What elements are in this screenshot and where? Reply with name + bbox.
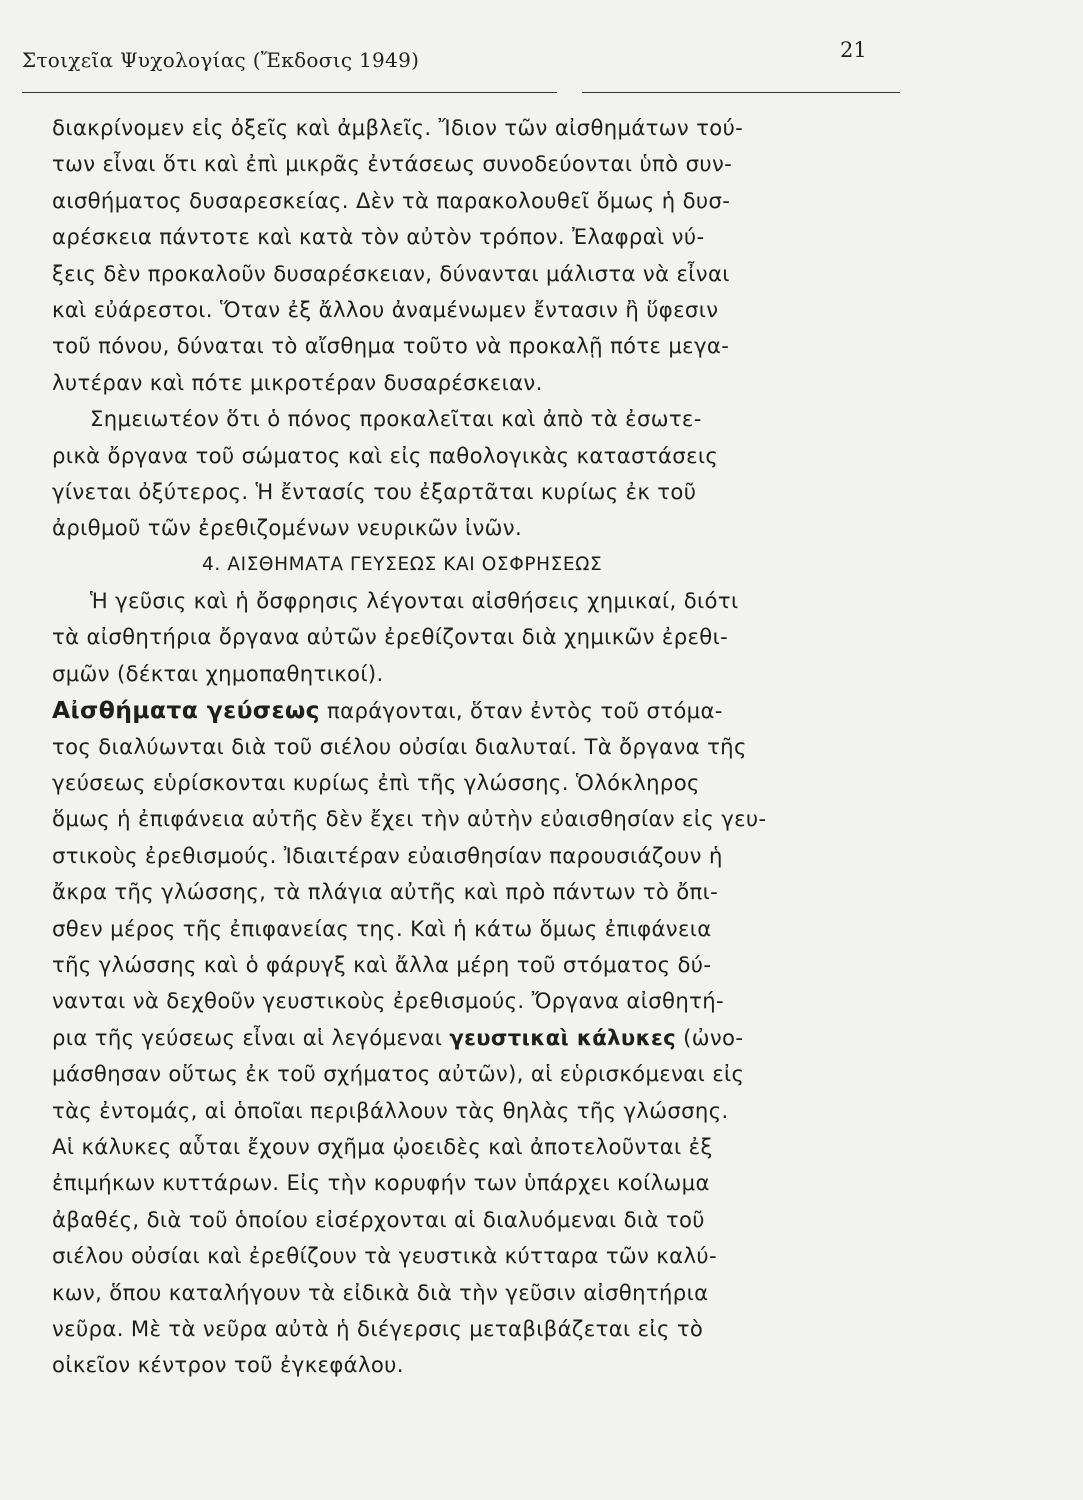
text-line xyxy=(52,1020,892,1056)
page-number: 21 xyxy=(840,38,867,62)
text-line: ξεις δὲν προκαλοῦν δυσαρέσκειαν, δύνανται μάλιστα νὰ εἶναι xyxy=(52,260,730,286)
text-line: μάσθησαν οὕτως ἐκ τοῦ σχήματος αὐτῶν), αἱ εὑρισκόμεναι εἰς xyxy=(52,1061,745,1087)
text-line: σθεν μέρος τῆς ἐπιφανείας της. Καὶ ἡ κάτω ὅμως ἐπιφάνεια xyxy=(52,915,712,941)
section-heading: 4. ΑΙΣΘΗΜΑΤΑ ΓΕΥΣΕΩΣ ΚΑΙ ΟΣΦΡΗΣΕΩΣ xyxy=(202,553,603,575)
text-line: ὅμως ἡ ἐπιφάνεια αὐτῆς δὲν ἔχει τὴν αὐτὴν εὐαισθησίαν εἰς γευ- xyxy=(52,806,767,832)
header-rule-right xyxy=(582,92,900,93)
text-line: τὰ αἰσθητήρια ὄργανα αὐτῶν ἐρεθίζονται διὰ χημικῶν ἐρεθι- xyxy=(52,624,729,650)
emphasis-term: Αἰσθήματα γεύσεως xyxy=(52,696,320,725)
text-line: σιέλου οὐσίαι καὶ ἐρεθίζουν τὰ γευστικὰ κύτταρα τῶν καλύ- xyxy=(52,1243,717,1269)
text-line: διακρίνομεν εἰς ὀξεῖς καὶ ἀμβλεῖς. Ἴδιον τῶν αἰσθημάτων τού- xyxy=(52,115,744,140)
text-line xyxy=(52,692,892,728)
running-title: Στοιχεῖα Ψυχολογίας (Ἔκδοσις 1949) xyxy=(22,48,420,72)
text-line: ἀβαθές, διὰ τοῦ ὁποίου εἰσέρχονται αἱ διαλυόμεναι διὰ τοῦ xyxy=(52,1206,705,1232)
text-line: σμῶν (δέκται χημοπαθητικοί). xyxy=(52,660,384,686)
text-line: καὶ εὐάρεστοι. Ὅταν ἐξ ἄλλου ἀναμένωμεν ἔντασιν ἢ ὕφεσιν xyxy=(52,296,719,322)
text-line: τὰς ἐντομάς, αἱ ὁποῖαι περιβάλλουν τὰς θηλὰς τῆς γλώσσης. xyxy=(52,1097,729,1123)
text-line: Αἱ κάλυκες αὗται ἔχουν σχῆμα ᾠοειδὲς καὶ ἀποτελοῦνται ἐξ xyxy=(52,1133,713,1159)
text-line: κων, ὅπου καταλήγουν τὰ εἰδικὰ διὰ τὴν γεῦσιν αἰσθητήρια xyxy=(52,1279,709,1305)
text-line: ἀριθμοῦ τῶν ἐρεθιζομένων νευρικῶν ἰνῶν. xyxy=(52,515,523,541)
text-line: τος διαλύωνται διὰ τοῦ σιέλου οὐσίαι διαλυταί. Τὰ ὄργανα τῆς xyxy=(52,733,747,759)
text-line: στικοὺς ἐρεθισμούς. Ἰδιαιτέραν εὐαισθησίαν παρουσιάζουν ἡ xyxy=(52,842,723,868)
page-header xyxy=(22,38,882,98)
text-line: τοῦ πόνου, δύναται τὸ αἴσθημα τοῦτο νὰ προκαλῇ πότε μεγα- xyxy=(52,333,730,359)
emphasis-term: γευστικαὶ κάλυκες xyxy=(449,1024,677,1050)
text-line: λυτέραν καὶ πότε μικροτέραν δυσαρέσκειαν. xyxy=(52,369,543,395)
text-fragment: παράγονται, ὅταν ἐντὸς τοῦ στόμα- xyxy=(319,698,723,724)
text-fragment: ρια τῆς γεύσεως εἶναι αἱ λεγόμεναι xyxy=(52,1024,450,1050)
text-line: αισθήματος δυσαρεσκείας. Δὲν τὰ παρακολουθεῖ ὅμως ἡ δυσ- xyxy=(52,187,731,213)
text-line: αρέσκεια πάντοτε καὶ κατὰ τὸν αὐτὸν τρόπον. Ἐλαφραὶ νύ- xyxy=(52,224,705,250)
text-line: νεῦρα. Μὲ τὰ νεῦρα αὐτὰ ἡ διέγερσις μεταβιβάζεται εἰς τὸ xyxy=(52,1315,704,1341)
text-line: ρικὰ ὄργανα τοῦ σώματος καὶ εἰς παθολογικὰς καταστάσεις xyxy=(52,442,719,468)
text-line: γίνεται ὀξύτερος. Ἡ ἔντασίς του ἐξαρτᾶται κυρίως ἐκ τοῦ xyxy=(52,478,697,504)
text-line: των εἶναι ὅτι καὶ ἐπὶ μικρᾶς ἐντάσεως συνοδεύονται ὑπὸ συν- xyxy=(52,151,733,177)
text-line: τῆς γλώσσης καὶ ὁ φάρυγξ καὶ ἄλλα μέρη τοῦ στόματος δύ- xyxy=(52,951,712,977)
text-line: γεύσεως εὑρίσκονται κυρίως ἐπὶ τῆς γλώσσης. Ὁλόκληρος xyxy=(52,770,700,796)
text-line: ἐπιμήκων κυττάρων. Εἰς τὴν κορυφήν των ὑπάρχει κοίλωμα xyxy=(52,1170,710,1196)
text-fragment: (ὠνο- xyxy=(676,1024,744,1050)
body-text xyxy=(52,110,892,1384)
text-line: νανται νὰ δεχθοῦν γευστικοὺς ἐρεθισμούς. Ὄργανα αἰσθητή- xyxy=(52,988,724,1014)
text-line: Σημειωτέον ὅτι ὁ πόνος προκαλεῖται καὶ ἀπὸ τὰ ἐσωτε- xyxy=(90,406,702,432)
text-line: οἰκεῖον κέντρον τοῦ ἐγκεφάλου. xyxy=(52,1352,404,1378)
text-line: Ἡ γεῦσις καὶ ἡ ὄσφρησις λέγονται αἰσθήσεις χημικαί, διότι xyxy=(90,588,739,614)
text-line: ἄκρα τῆς γλώσσης, τὰ πλάγια αὐτῆς καὶ πρὸ πάντων τὸ ὄπι- xyxy=(52,879,719,905)
header-rule-left xyxy=(22,92,557,93)
